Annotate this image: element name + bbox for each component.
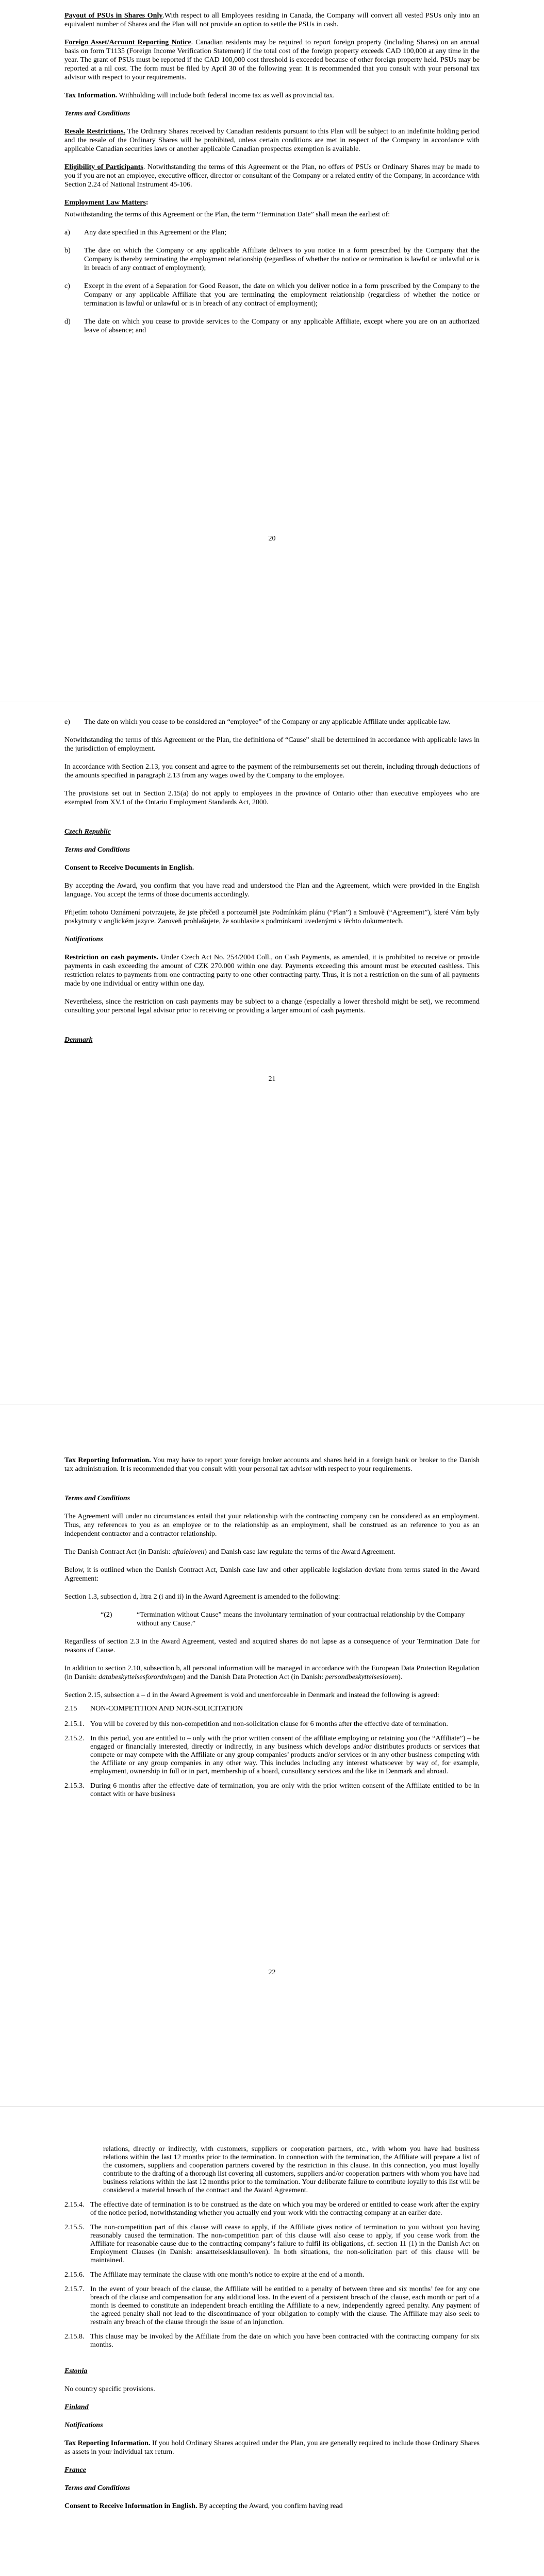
resale-body: The Ordinary Shares received by Canadian residents pursuant to this Plan will be subject to an indefinite holding period and the resale of the Ordinary Shares will be prohibited, unless certain conditions are met in respect of the Company in accordance with applicable Canadian securities laws or another applicable Canadian prospectus exemption is available.	[64, 128, 480, 153]
notifications-heading: Notifications	[64, 936, 103, 943]
text-run: ) and the Danish Data Protection Act (in Danish:	[183, 1673, 325, 1681]
clause-number: 2.15.5.	[64, 2224, 85, 2231]
page-number: 21	[268, 1075, 276, 1083]
text-run: In addition to section 2.10, subsection b, all personal information will be managed in accordance with the European Data Protection Regulation (in Danish:	[64, 1665, 480, 1681]
finland-tax-paragraph	[64, 2439, 480, 2456]
list-text: The date on which you cease to provide services to the Company or any applicable Affiliate, except where you are on an authorized leave of absence; and	[84, 318, 480, 334]
employment-colon: :	[145, 199, 149, 207]
clause-number: 2.15.6.	[64, 2271, 85, 2279]
cash-paragraph-2: Nevertheless, since the restriction on cash payments may be subject to a change (especially a lower threshold might be set), we recommend consulting your personal legal advisor prior to receiving or providing a larger amount of cash payments.	[64, 998, 480, 1014]
france-consent-body: By accepting the Award, you confirm having read	[197, 2502, 343, 2510]
list-item	[64, 246, 480, 273]
tax-reporting-body: You may have to report your foreign broker accounts and shares held in a foreign bank or broker to the Danish tax administration. It is recommended that you consult with your personal tax advisor with respect to your requirements.	[64, 1456, 480, 1473]
consent-english: By accepting the Award, you confirm that you have read and understood the Plan and the Agreement, which were provided in the English language. You accept the terms of those documents accordingly.	[64, 882, 480, 899]
clause-text: In this period, you are entitled to – only with the prior written consent of the affiliate employing or retaining you (the “Affiliate”) – be engaged or financially interested, directly or indirectly, in any business which develops and/or distributes products or services that compete or may compete with the Affiliate or any group companies’ products and/or services or in any other business competing with the Affiliate or any group companies in any other way. This includes including any interest whatsoever by way of, for example, employment, ownership in full or in part, membership of a board, consultancy services and the like in Denmark and abroad.	[90, 1735, 480, 1775]
text-run-italic: persondbeskyttelsesloven	[325, 1673, 399, 1681]
cash-body: Under Czech Act No. 254/2004 Coll., on Cash Payments, as amended, it is prohibited to receive or provide payments in cash exceeding the amount of CZK 270.000 within one day. Payments exceeding this amount must be executed cashless. This restriction relates to payments from one contracting party to one other contracting party. Thus, it is not a restriction on the sum of all payments made by one individual or entity within one day.	[64, 954, 480, 988]
tax-info-body: Withholding will include both federal income tax as well as provincial tax.	[117, 92, 335, 99]
quoted-definition	[101, 1611, 480, 1628]
eligibility-title: Eligibility of Participants	[64, 163, 143, 171]
terms-heading: Terms and Conditions	[64, 110, 130, 117]
foreign-asset-body: . Canadian residents may be required to report foreign property (including Shares) on an annual basis on form T1135 (Foreign Income Verification Statement) if the total cost of the foreign property exceeds CAD 100,000 at any time in the year. The grant of PSUs must be reported if the CAD 100,000 cost threshold is exceeded because of other foreign property held. PSUs may be reported at a nil cost. The form must be filed by April 30 of the following year. It is recommended that you consult with your personal tax advisor with respect to your requirements.	[64, 39, 480, 81]
quote-text: “Termination without Cause” means the involuntary termination of your contractual relationship by the Company without any Cause.”	[137, 1611, 465, 1628]
eligibility-paragraph	[64, 163, 480, 189]
resale-paragraph	[64, 127, 480, 154]
clause-item	[64, 1735, 480, 1776]
employment-intro: Notwithstanding the terms of this Agreement or the Plan, the term “Termination Date” shall mean the earliest of:	[64, 211, 390, 218]
country-heading-czech: Czech Republic	[64, 828, 111, 836]
deviation-paragraph: Below, it is outlined when the Danish Contract Act, Danish case law and other applicable legislation deviate from terms stated in the Award Agreement:	[64, 1566, 480, 1583]
page-20	[0, 0, 544, 702]
tax-reporting-title: Tax Reporting Information.	[64, 1456, 151, 1464]
text-run: The Danish Contract Act (in Danish:	[64, 1548, 173, 1556]
clause-heading	[64, 1705, 480, 1713]
tax-info-paragraph	[64, 91, 480, 100]
list-marker: b)	[64, 247, 71, 255]
terms-heading: Terms and Conditions	[64, 846, 130, 854]
terms-heading: Terms and Conditions	[64, 2484, 130, 2492]
tax-reporting-paragraph	[64, 1456, 480, 1473]
list-text: Any date specified in this Agreement or the Plan;	[84, 229, 227, 236]
clause-item	[64, 2201, 480, 2217]
clause-item	[64, 2285, 480, 2327]
psu-body: .With respect to all Employees residing in Canada, the Company will convert all vested PSUs only into an equivalent number of Shares and the Plan will not provide an option to settle the PSUs in cash.	[64, 12, 480, 28]
clause-text: During 6 months after the effective date of termination, you are only with the prior written consent of the Affiliate entitled to be in contact with or have business	[90, 1782, 480, 1798]
clause-heading-text: NON-COMPETITION AND NON-SOLICITATION	[90, 1705, 243, 1713]
psu-title: Payout of PSUs in Shares Only	[64, 12, 163, 20]
list-marker: c)	[64, 282, 70, 290]
text-run: ).	[398, 1673, 403, 1681]
section-amend-paragraph: Section 1.3, subsection d, litra 2 (i and ii) in the Award Agreement is amended to the following:	[64, 1593, 340, 1601]
clause-number: 2.15.2.	[64, 1735, 85, 1742]
list-text: The date on which the Company or any applicable Affiliate delivers to you notice in a form prescribed by the Company that the Company is thereby terminating the employment relationship (regardless of whether the notice or termination is lawful or unlawful or is in breach of any contract of employment);	[84, 247, 480, 272]
clause-text: The Affiliate may terminate the clause with one month’s notice to expire at the end of a month.	[90, 2271, 365, 2279]
clause-number: 2.15.4.	[64, 2201, 85, 2209]
text-run-italic: databeskyttelsesforordningen	[98, 1673, 183, 1681]
page-21	[0, 702, 544, 1404]
clause-text: In the event of your breach of the clause, the Affiliate will be entitled to a penalty of between three and six months’ fee for any one breach of the clause and compensation for any additional loss. In the event of a persistent breach of the clause, each month or part of a month is deemed to constitute an independent breach entitling the Affiliate to a new, independently agreed penalty. Any payment of the agreed penalty shall not lead to the discontinuance of your obligation to comply with the clause. The Affiliate may also seek to restrain any breach of the clause through the issue of an injunction.	[90, 2285, 480, 2326]
cause-paragraph: Notwithstanding the terms of this Agreement or the Plan, the definitiona of “Cause” shall be determined in accordance with applicable laws in the jurisdiction of employment.	[64, 736, 480, 753]
list-text: Except in the event of a Separation for Good Reason, the date on which you deliver notice in a form prescribed by the Company to the Company or any applicable Affiliate that you are terminating the employment relationship (regardless of whether the notice or termination is lawful or unlawful or is in breach of any contract of employment);	[84, 282, 480, 308]
void-paragraph: Section 2.15, subsection a – d in the Award Agreement is void and unenforceable in Denmark and instead the following is agreed:	[64, 1691, 439, 1699]
country-heading-finland: Finland	[64, 2403, 89, 2411]
quote-marker: “(2)	[101, 1611, 112, 1619]
clause-number: 2.15.3.	[64, 1782, 85, 1790]
clause-heading-number: 2.15	[64, 1705, 77, 1713]
clause-item	[64, 1720, 480, 1728]
list-marker: a)	[64, 229, 70, 236]
clause-number: 2.15.1.	[64, 1720, 85, 1728]
finland-tax-body: If you hold Ordinary Shares acquired under the Plan, you are generally required to include those Ordinary Shares as assets in your individual tax return.	[64, 2439, 480, 2456]
agreement-paragraph: The Agreement will under no circumstances entail that your relationship with the contracting company can be considered as an employment. Thus, any references to you as an employee or to the relationship as an employment, shall be construed as an reference to you as an independent contractor and a contractor relationship.	[64, 1513, 480, 1538]
france-consent-title: Consent to Receive Information in English.	[64, 2502, 197, 2510]
country-heading-denmark: Denmark	[64, 1036, 93, 1044]
psu-paragraph	[64, 11, 480, 29]
list-item	[64, 718, 480, 726]
eligibility-body: . Notwithstanding the terms of this Agreement or the Plan, no offers of PSUs or Ordinary Shares may be made to you if you are not an employee, executive officer, director or consultant of the Company or a related entity of the Company, in accordance with Section 2.24 of National Instrument 45-106.	[64, 163, 480, 189]
clause-number: 2.15.7.	[64, 2285, 85, 2293]
france-consent-paragraph	[64, 2502, 480, 2511]
clause-text: The non-competition part of this clause will cease to apply, if the Affiliate gives notice of termination to you without you having reasonably caused the termination. The non-competition part of this clause will also cease to apply, if you cease work from the Affiliate for reasonable cause due to the contracting company’s failure to fulfil its obligations, cf. section 11 (1) in the Danish Act on Employment Clauses (in Danish: ansættelsesklausulloven). In both situations, the non-solicitation part of this clause will be maintained.	[90, 2224, 480, 2264]
clause-text: You will be covered by this non-competition and non-solicitation clause for 6 months after the effective date of termination.	[90, 1720, 448, 1728]
page-22	[0, 1404, 544, 2106]
clause-text: The effective date of termination is to be construed as the date on which you may be ordered or entitled to cease work after the expiry of the notice period, notwithstanding whether you actually end your work with the contracting company at an earlier date.	[90, 2201, 480, 2217]
list-item	[64, 317, 480, 335]
cash-title: Restriction on cash payments.	[64, 954, 159, 961]
clause-item	[64, 1782, 480, 1799]
reimbursement-paragraph: In accordance with Section 2.13, you consent and agree to the payment of the reimbursements set out therein, including through deductions of the amounts specified in paragraph 2.13 from any wages owed by the Company to the employee.	[64, 763, 480, 779]
country-heading-france: France	[64, 2466, 86, 2474]
clause-item	[64, 2224, 480, 2265]
list-marker: d)	[64, 318, 71, 326]
list-marker: e)	[64, 718, 70, 726]
country-heading-estonia: Estonia	[64, 2367, 88, 2375]
employment-heading	[64, 198, 480, 207]
consent-czech: Přijetím tohoto Oznámení potvrzujete, že jste přečetl a porozuměl jste Podmínkám plánu (“Plan”) a Smlouvě (“Agreement”), které Vám byly poskytnuty v anglickém jazyce. Zaroveň prohlašujete, že souhlasíte s podmínkami uvedenými v těchto dokumentech.	[64, 909, 480, 925]
list-item	[64, 228, 480, 237]
terms-heading: Terms and Conditions	[64, 1495, 130, 1502]
tax-info-title: Tax Information.	[64, 92, 118, 99]
lapse-paragraph: Regardless of section 2.3 in the Award Agreement, vested and acquired shares do not lapse as a consequence of your Termination Date for reasons of Cause.	[64, 1638, 480, 1654]
clause-number: 2.15.8.	[64, 2333, 85, 2341]
foreign-asset-paragraph	[64, 38, 480, 82]
text-run-italic: aftaleloven	[172, 1548, 205, 1556]
notifications-heading: Notifications	[64, 2421, 103, 2429]
page-23	[0, 2107, 544, 2576]
clause-item	[64, 2271, 480, 2279]
clause-item	[64, 2333, 480, 2349]
clause-text: This clause may be invoked by the Affiliate from the date on which you have been contracted with the contracting company for six months.	[90, 2333, 480, 2349]
foreign-asset-title: Foreign Asset/Account Reporting Notice	[64, 39, 191, 46]
consent-title: Consent to Receive Documents in English.	[64, 864, 194, 872]
resale-title: Resale Restrictions.	[64, 128, 126, 135]
page-number: 20	[268, 535, 276, 543]
clause-continuation: relations, directly or indirectly, with customers, suppliers or cooperation partners, etc., with whom you have had business relations within the last 12 months prior to the termination. In connection with the termination, the Affiliate will prepare a list of the customers, suppliers and cooperation partners covered by the restriction in this clause. In this connection, you must loyally contribute to the drafting of a thorough list covering all customers, suppliers and/or cooperation partners with whom you have had business relations within the last 12 months prior to the termination. Your deliberate failure to contribute loyally to this list will be considered a material breach of the contract and the Award Agreement.	[103, 2145, 480, 2194]
ontario-paragraph: The provisions set out in Section 2.15(a) do not apply to employees in the province of Ontario other than executive employees who are exempted from XV.1 of the Ontario Employment Standards Act, 2000.	[64, 790, 480, 806]
cash-paragraph	[64, 953, 480, 988]
list-item	[64, 282, 480, 308]
finland-tax-title: Tax Reporting Information.	[64, 2439, 151, 2447]
data-protection-paragraph	[64, 1664, 480, 1682]
estonia-body: No country specific provisions.	[64, 2385, 155, 2393]
list-text: The date on which you cease to be considered an “employee” of the Company or any applicable Affiliate under applicable law.	[84, 718, 451, 726]
employment-title: Employment Law Matters	[64, 199, 146, 207]
text-run: ) and Danish case law regulate the terms of the Award Agreement.	[204, 1548, 395, 1556]
contract-act-paragraph	[64, 1548, 480, 1556]
page-number: 22	[268, 1969, 276, 1976]
